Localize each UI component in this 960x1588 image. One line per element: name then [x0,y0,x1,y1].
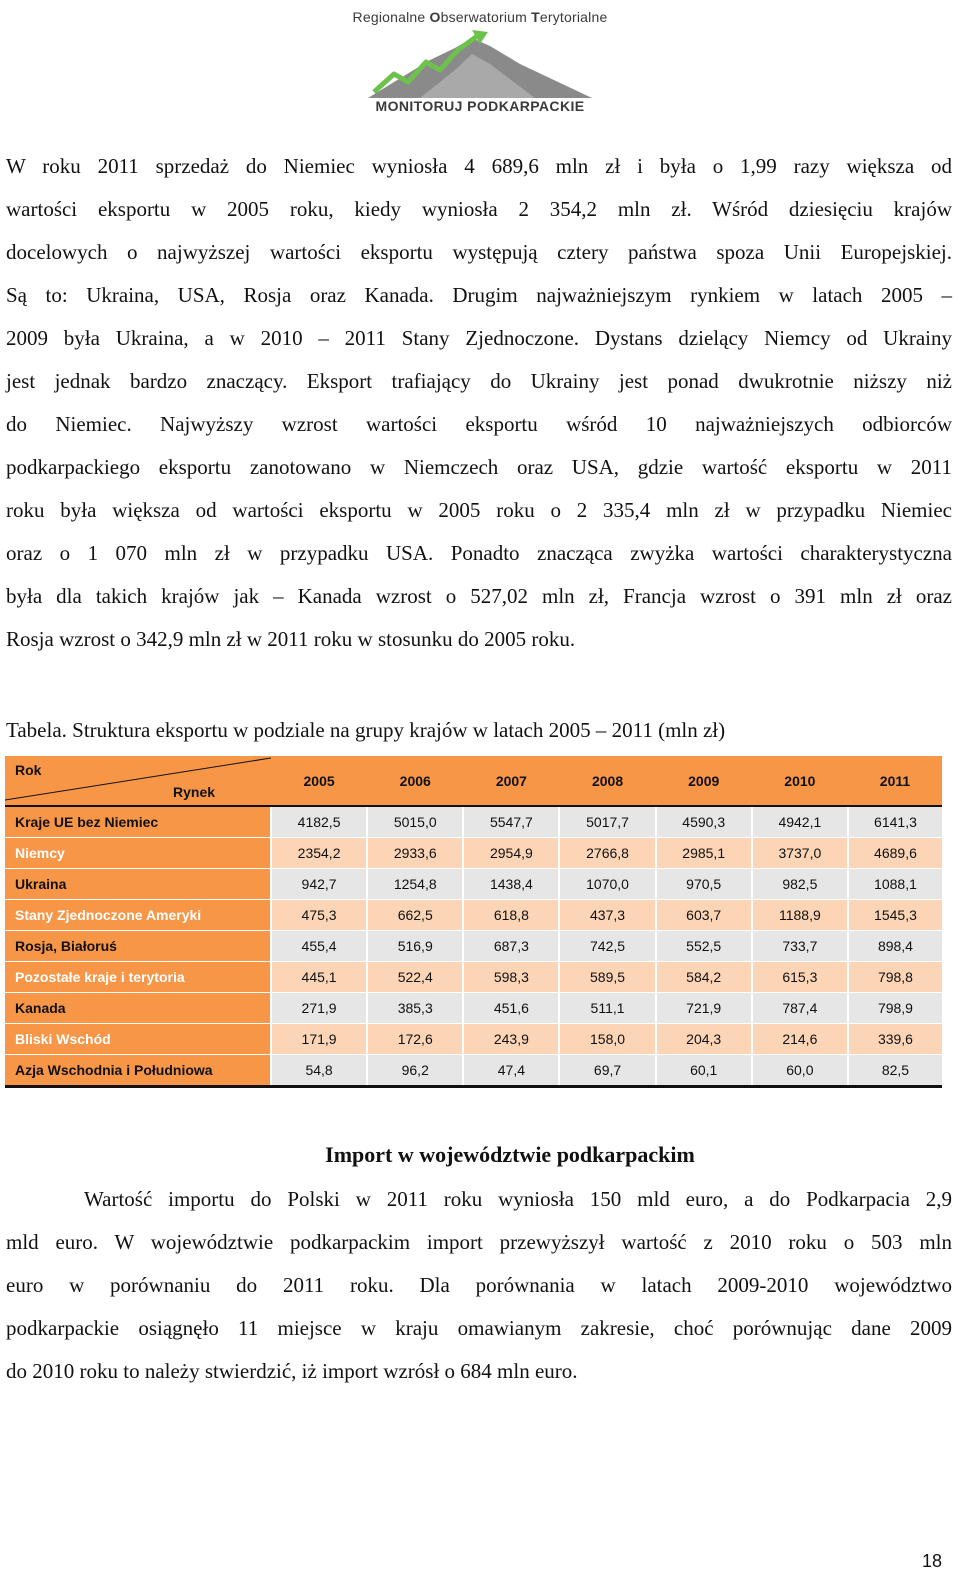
table-cell: 618,8 [463,900,559,931]
table-cell: 742,5 [559,931,655,962]
table-cell: 4689,6 [848,838,942,869]
paragraph-line: W roku 2011 sprzedaż do Niemiec wyniosła 4 689,6 mln zł i była o 1,99 razy większa od [6,154,952,178]
paragraph-line: mld euro. W województwie podkarpackim import przewyższył wartość z 2010 roku o 503 mln [6,1230,952,1254]
table-cell: 82,5 [848,1055,942,1087]
table-cell: 2985,1 [656,838,752,869]
paragraph-line: oraz o 1 070 mln zł w przypadku USA. Ponadto znacząca zwyżka wartości charakterystyczna [6,541,952,565]
row-label: Kanada [5,993,271,1024]
table-cell: 589,5 [559,962,655,993]
paragraph-line: wartości eksportu w 2005 roku, kiedy wyniosła 2 354,2 mln zł. Wśród dziesięciu krajów [6,197,952,221]
table-row [5,931,942,962]
table-cell: 598,3 [463,962,559,993]
table-cell: 1545,3 [848,900,942,931]
page-header [0,0,960,125]
table-row [5,900,942,931]
table-corner-cell [5,756,271,806]
paragraph-line: euro w porównaniu do 2011 roku. Dla porównania w latach 2009-2010 województwo [6,1273,952,1297]
table-cell: 970,5 [656,869,752,900]
year-header: 2008 [559,756,655,806]
paragraph-line: podkarpackie osiągnęło 11 miejsce w kraju omawianym zakresie, choć porównując dane 2009 [6,1316,952,1340]
table-cell: 798,8 [848,962,942,993]
table-cell: 552,5 [656,931,752,962]
row-label: Pozostałe kraje i terytoria [5,962,271,993]
table-cell: 4182,5 [271,806,367,838]
table-cell: 171,9 [271,1024,367,1055]
year-header: 2011 [848,756,942,806]
mountain-logo-icon [360,30,600,100]
row-label: Kraje UE bez Niemiec [5,806,271,838]
brand-name: MONITORUJ PODKARPACKIE [375,98,585,114]
table-cell: 615,3 [752,962,848,993]
paragraph-line: do Niemiec. Najwyższy wzrost wartości eksportu wśród 10 najważniejszych odbiorców [6,412,952,436]
table-cell: 1088,1 [848,869,942,900]
table-row [5,838,942,869]
table-cell: 4942,1 [752,806,848,838]
row-label: Bliski Wschód [5,1024,271,1055]
table-cell: 204,3 [656,1024,752,1055]
table-cell: 339,6 [848,1024,942,1055]
table-cell: 385,3 [367,993,463,1024]
row-label: Niemcy [5,838,271,869]
table-cell: 603,7 [656,900,752,931]
table-cell: 2954,9 [463,838,559,869]
corner-label-year: Rok [15,762,42,778]
row-label: Ukraina [5,869,271,900]
table-cell: 982,5 [752,869,848,900]
section-title: Import w województwie podkarpackim [325,1142,695,1167]
table-cell: 60,1 [656,1055,752,1087]
table-cell: 516,9 [367,931,463,962]
table-cell: 2766,8 [559,838,655,869]
table-cell: 475,3 [271,900,367,931]
table-cell: 445,1 [271,962,367,993]
corner-label-market: Rynek [173,784,216,800]
paragraph-line: Wartość importu do Polski w 2011 roku wyniosła 150 mld euro, a do Podkarpacia 2,9 [84,1187,952,1211]
table-cell: 5015,0 [367,806,463,838]
export-paragraph [6,145,952,661]
table-cell: 451,6 [463,993,559,1024]
table-cell: 455,4 [271,931,367,962]
table-row [5,962,942,993]
table-cell: 96,2 [367,1055,463,1087]
paragraph-line: do 2010 roku to należy stwierdzić, iż import wzrósł o 684 mln euro. [6,1359,578,1383]
table-cell: 5547,7 [463,806,559,838]
table-cell: 1254,8 [367,869,463,900]
table-cell: 942,7 [271,869,367,900]
year-header: 2006 [367,756,463,806]
paragraph-line: była dla takich krajów jak – Kanada wzrost o 527,02 mln zł, Francja wzrost o 391 mln zł oraz [6,584,952,608]
paragraph-line: Są to: Ukraina, USA, Rosja oraz Kanada. Drugim najważniejszym rynkiem w latach 2005 – [6,283,952,307]
year-header: 2005 [271,756,367,806]
table-cell: 787,4 [752,993,848,1024]
table-cell: 511,1 [559,993,655,1024]
import-paragraph [6,1178,952,1393]
table-cell: 1438,4 [463,869,559,900]
export-table [5,756,942,1088]
table-cell: 1070,0 [559,869,655,900]
table-cell: 172,6 [367,1024,463,1055]
paragraph-line: docelowych o najwyższej wartości eksportu występują cztery państwa spoza Unii Europejskiej. [6,240,952,264]
table-row [5,1024,942,1055]
table-cell: 662,5 [367,900,463,931]
table-caption: Tabela. Struktura eksportu w podziale na grupy krajów w latach 2005 – 2011 (mln zł) [6,718,726,742]
table-cell: 2933,6 [367,838,463,869]
table-row [5,1055,942,1087]
table-cell: 158,0 [559,1024,655,1055]
organization-name: Regionalne Obserwatorium Terytorialne [352,9,608,25]
table-cell: 2354,2 [271,838,367,869]
table-cell: 437,3 [559,900,655,931]
row-label: Stany Zjednoczone Ameryki [5,900,271,931]
table-cell: 5017,7 [559,806,655,838]
paragraph-line: roku była większa od wartości eksportu w 2005 roku o 2 335,4 mln zł w przypadku Niemiec [6,498,952,522]
table-cell: 47,4 [463,1055,559,1087]
table-cell: 214,6 [752,1024,848,1055]
paragraph-line: podkarpackiego eksportu zanotowano w Niemczech oraz USA, gdzie wartość eksportu w 2011 [6,455,952,479]
table-cell: 54,8 [271,1055,367,1087]
row-label: Rosja, Białoruś [5,931,271,962]
table-cell: 898,4 [848,931,942,962]
table-cell: 243,9 [463,1024,559,1055]
paragraph-line: 2009 była Ukraina, a w 2010 – 2011 Stany Zjednoczone. Dystans dzielący Niemcy od Ukrainy [6,326,952,350]
table-cell: 60,0 [752,1055,848,1087]
table-row [5,993,942,1024]
table-cell: 4590,3 [656,806,752,838]
table-cell: 584,2 [656,962,752,993]
diagonal-divider-icon [5,756,271,804]
table-cell: 522,4 [367,962,463,993]
year-header: 2007 [463,756,559,806]
year-header: 2010 [752,756,848,806]
table-cell: 1188,9 [752,900,848,931]
table-row [5,869,942,900]
table-cell: 687,3 [463,931,559,962]
table-cell: 69,7 [559,1055,655,1087]
table-cell: 271,9 [271,993,367,1024]
table-cell: 733,7 [752,931,848,962]
year-header: 2009 [656,756,752,806]
table-cell: 721,9 [656,993,752,1024]
row-label: Azja Wschodnia i Południowa [5,1055,271,1087]
page-number: 18 [921,1551,942,1571]
table-row [5,806,942,838]
paragraph-line: Rosja wzrost o 342,9 mln zł w 2011 roku w stosunku do 2005 roku. [6,627,576,651]
table-cell: 798,9 [848,993,942,1024]
table-cell: 6141,3 [848,806,942,838]
table-header-row [5,756,942,806]
table-cell: 3737,0 [752,838,848,869]
paragraph-line: jest jednak bardzo znaczący. Eksport trafiający do Ukrainy jest ponad dwukrotnie niższy niż [6,369,952,393]
